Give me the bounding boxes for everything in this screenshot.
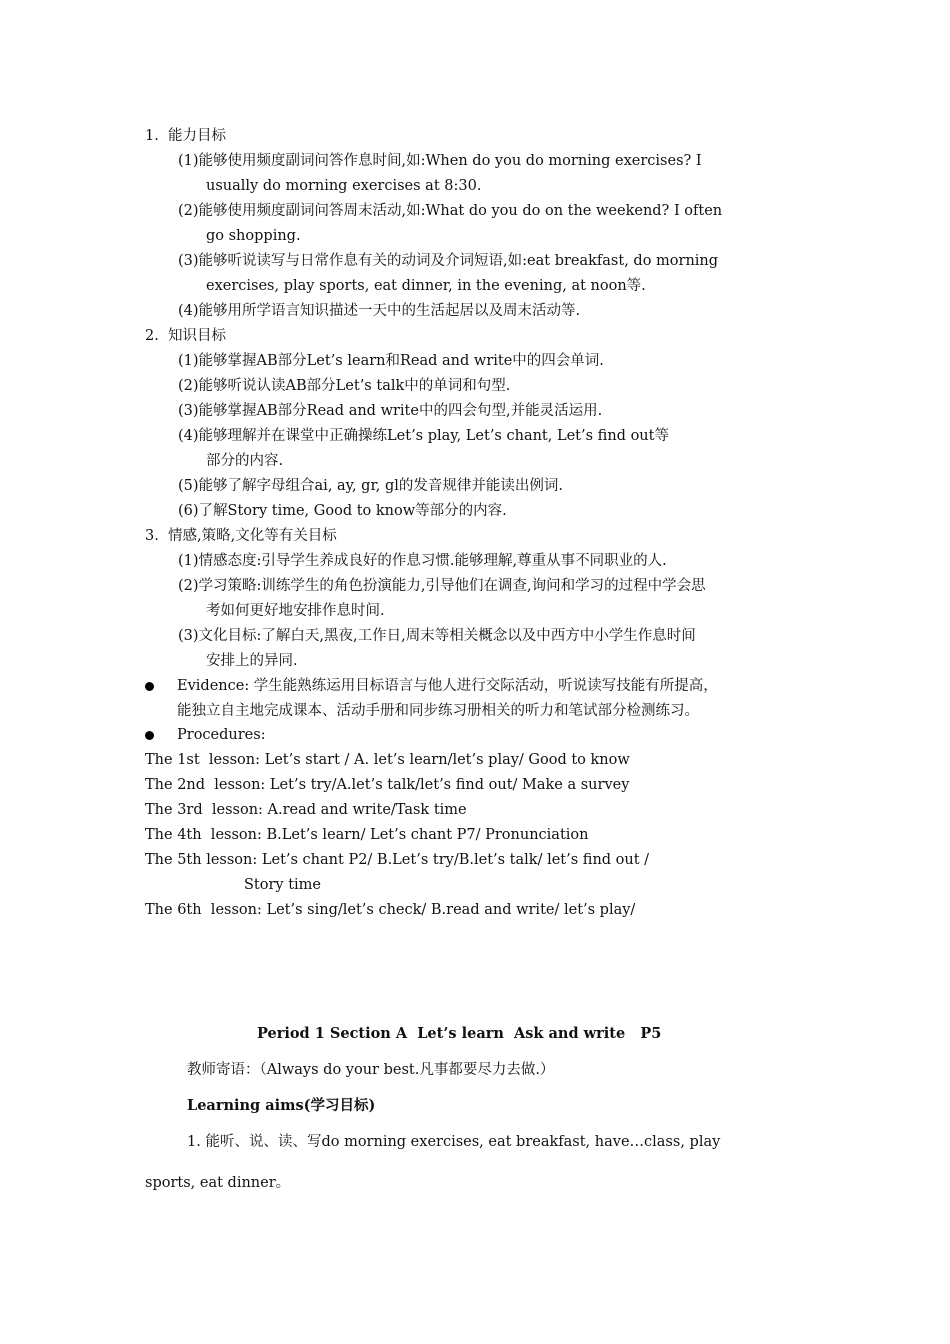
lesson-3: The 3rd lesson: A.read and write/Task time	[145, 802, 467, 818]
lesson-6: The 6th lesson: Let’s sing/let’s check/ B.read and write/ let’s play/	[145, 902, 636, 918]
section2-heading: 2. 知识目标	[145, 328, 227, 344]
s2-item5: (5)能够了解字母组合ai, ay, gr, gl的发音规律并能读出例词.	[178, 478, 564, 494]
s2-item4-l1: (4)能够理解并在课堂中正确操练Let’s play, Let’s chant, Let’s find out等	[178, 428, 669, 444]
aim1-line2: sports, eat dinner。	[145, 1175, 291, 1191]
evidence-bullet	[145, 682, 154, 691]
s1-item3-l2: exercises, play sports, eat dinner, in the evening, at noon等.	[206, 278, 646, 294]
period-title: Period 1 Section A Let’s learn Ask and write P5	[257, 1025, 662, 1042]
procedures-bullet	[145, 731, 154, 740]
s1-item2-l2: go shopping.	[206, 228, 301, 244]
s3-item3-l2: 安排上的异同.	[206, 653, 298, 669]
evidence-l1: Evidence: 学生能熟练运用目标语言与他人进行交际活动，听说读写技能有所提高，	[177, 678, 718, 694]
s1-item4: (4)能够用所学语言知识描述一天中的生活起居以及周末活动等.	[178, 303, 581, 319]
s3-item3-l1: (3)文化目标:了解白天,黑夜,工作日,周末等相关概念以及中西方中小学生作息时间	[178, 628, 696, 644]
s2-item6: (6)了解Story time, Good to know等部分的内容.	[178, 503, 507, 519]
s2-item4-l2: 部分的内容.	[206, 453, 284, 469]
learning-aims-heading: Learning aims(学习目标)	[187, 1097, 376, 1114]
teacher-quote: 教师寄语：（Always do your best.凡事都要尽力去做.）	[187, 1062, 555, 1078]
s2-item3: (3)能够掌握AB部分Read and write中的四会句型,并能灵活运用.	[178, 403, 603, 419]
s1-item3-l1: (3)能够听说读写与日常作息有关的动词及介词短语,如:eat breakfast, do morning	[178, 253, 719, 269]
s2-item1: (1)能够掌握AB部分Let’s learn和Read and write中的四会单词.	[178, 353, 604, 369]
s1-item1-l2: usually do morning exercises at 8:30.	[206, 178, 482, 194]
lesson-1: The 1st lesson: Let’s start / A. let’s learn/let’s play/ Good to know	[145, 752, 630, 768]
evidence-l2: 能独立自主地完成课本、活动手册和同步练习册相关的听力和笔试部分检测练习。	[177, 703, 699, 719]
s2-item2: (2)能够听说认读AB部分Let’s talk中的单词和句型.	[178, 378, 511, 394]
lesson-4: The 4th lesson: B.Let’s learn/ Let’s chant P7/ Pronunciation	[145, 827, 589, 843]
s3-item2-l2: 考如何更好地安排作息时间.	[206, 603, 385, 619]
s1-item2-l1: (2)能够使用频度副词问答周末活动,如:What do you do on the weekend? I often	[178, 203, 723, 219]
s3-item2-l1: (2)学习策略:训练学生的角色扮演能力,引导他们在调查,询问和学习的过程中学会思	[178, 578, 706, 594]
aim1-line1: 1. 能听、说、读、写do morning exercises, eat breakfast, have…class, play	[187, 1134, 721, 1150]
lesson-5-l2: Story time	[244, 877, 322, 893]
lesson-2: The 2nd lesson: Let’s try/A.let’s talk/let’s find out/ Make a survey	[145, 777, 630, 793]
section3-heading: 3. 情感,策略,文化等有关目标	[145, 528, 337, 544]
lesson-5-l1: The 5th lesson: Let’s chant P2/ B.Let’s try/B.let’s talk/ let’s find out /	[145, 852, 650, 868]
s3-item1: (1)情感态度:引导学生养成良好的作息习惯.能够理解,尊重从事不同职业的人.	[178, 553, 667, 569]
procedures-label: Procedures:	[177, 727, 266, 743]
s1-item1-l1: (1)能够使用频度副词问答作息时间,如:When do you do morning exercises? I	[178, 153, 702, 169]
section1-heading: 1. 能力目标	[145, 128, 227, 144]
